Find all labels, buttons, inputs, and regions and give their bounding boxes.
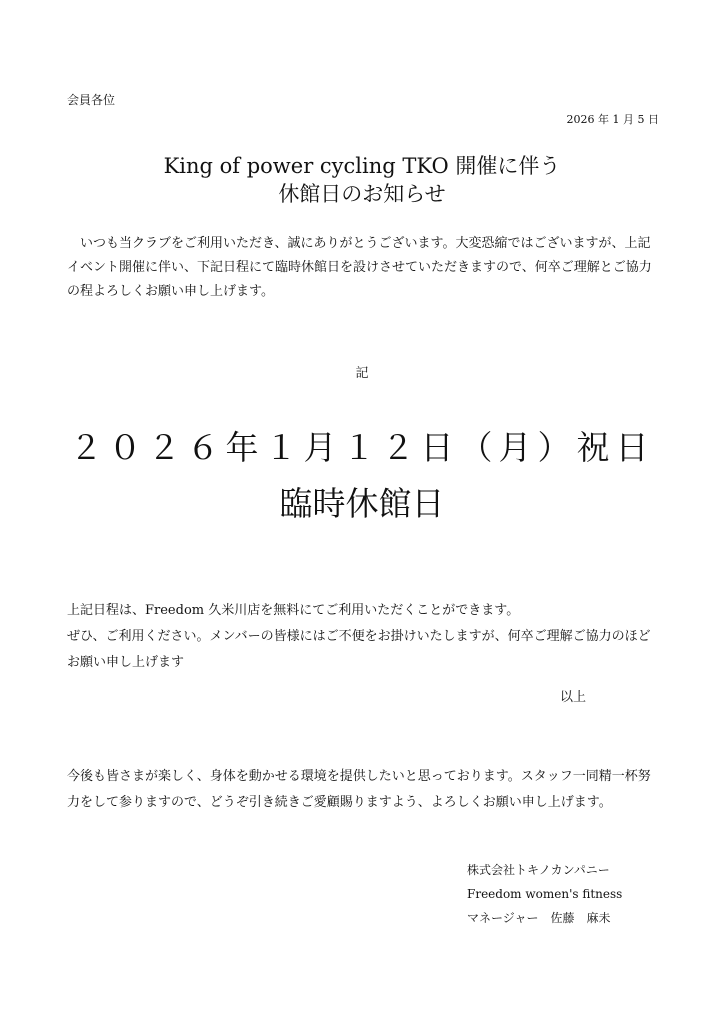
intro-paragraph: いつも当クラブをご利用いただき、誠にありがとうございます。大変恐縮ではございますが、上記イベント開催に伴い、下記日程にて臨時休館日を設けさせていただきますので、何卒ご理解とご協力の程よろしくお願い申し上げます。 [67,236,652,299]
title-line-2: 休館日のお知らせ [278,182,446,206]
title-line-1: King of power cycling TKO 開催に伴う [163,154,561,178]
ki-marker: 記 [355,366,369,381]
manager-name: マネージャー 佐藤 麻未 [467,911,611,925]
company-name: 株式会社トキノカンパニー [467,863,610,877]
document-date: 2026 年 1 月 5 日 [566,113,659,126]
gym-name: Freedom women's fitness [467,887,623,901]
closure-date: ２０２６年１月１２日（月）祝日 [69,428,655,467]
document-title [0,152,724,208]
signature-block [467,858,622,930]
notice-line-2: ぜひ、ご利用ください。メンバーの皆様にはご不便をお掛けいたしますが、何卒ご理解ご協力のほどお願い申し上げます [67,629,651,670]
ijo-marker: 以上 [560,690,587,705]
notice-paragraph [67,598,663,676]
closing-paragraph: 今後も皆さまが楽しく、身体を動かせる環境を提供したいと思っております。スタッフ一同精一杯努力をして参りますので、どうぞ引き続きご愛顧賜りますよう、よろしくお願い申し上げます。 [67,769,651,810]
addressee: 会員各位 [67,93,116,107]
closure-label: 臨時休館日 [279,484,445,523]
notice-line-1: 上記日程は、Freedom 久米川店を無料にてご利用いただくことができます。 [67,603,520,618]
